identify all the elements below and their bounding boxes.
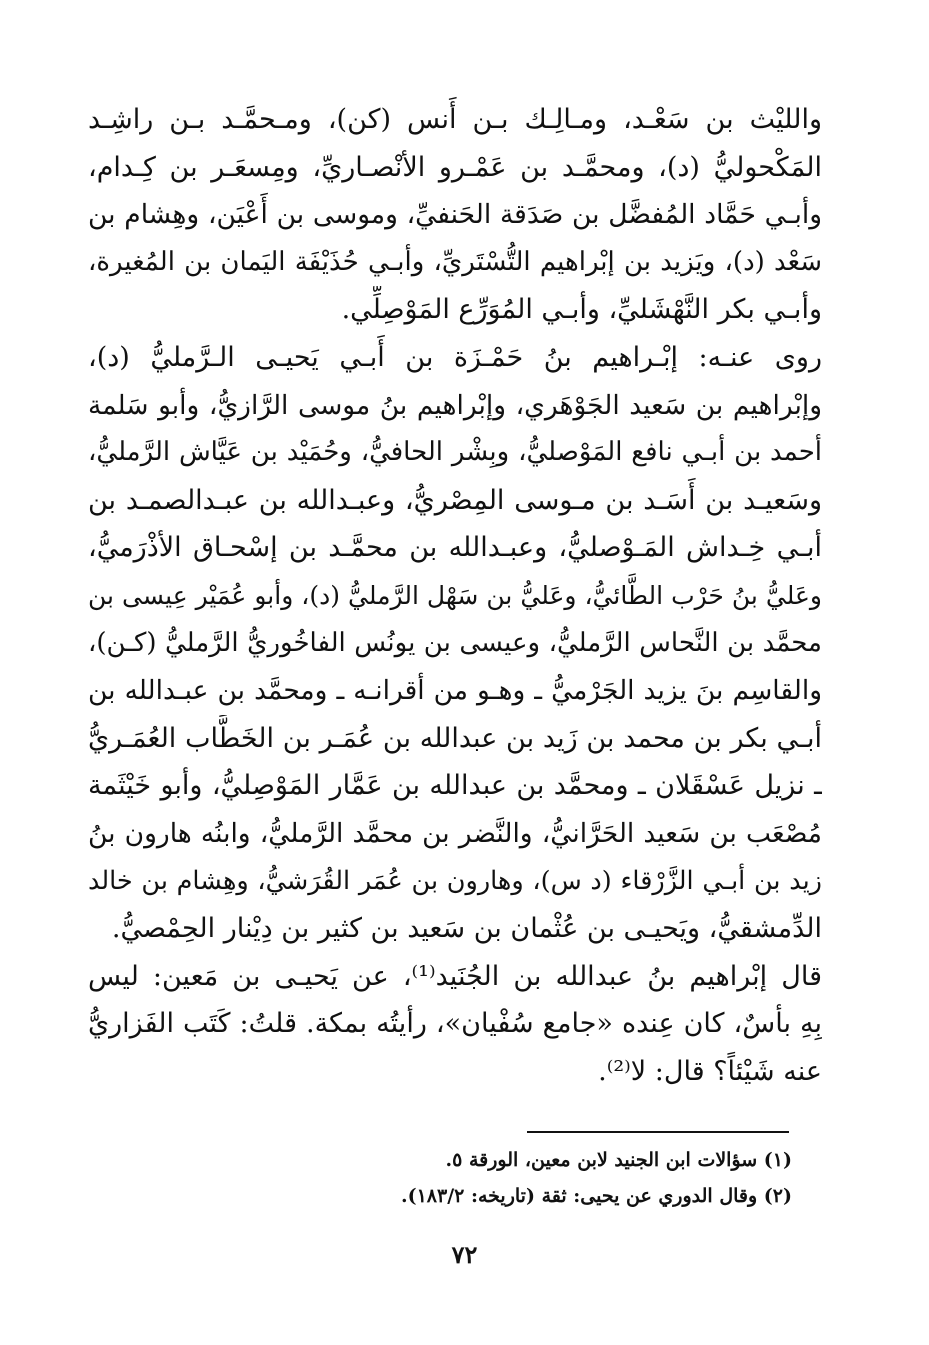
footnote: (١) سؤالات ابن الجنيد لابن معين، الورقة ٥.: [445, 1149, 792, 1171]
text-line: قال إبْراهيم بنُ عبدالله بن الجُنَيد⁽¹⁾، عن يَحيـى بن مَعين: ليس: [88, 960, 822, 992]
text-line: محمَّد بن النَّحاس الرَّمليُّ، وعيسى بن يونُس الفاخُوريُّ الرَّمليُّ (كـن)،: [88, 627, 822, 658]
text-line: بِهِ بأسٌ، كان عِنده «جامع سُفْيان»، رأيتُه بمكة. قلتُ: كَتَب الفَزاريُّ: [88, 1008, 822, 1040]
text-line: ـ نزيل عَسْقَلان ـ ومحمَّد بن عبدالله بن عَمَّار المَوْصِليُّ، وأبو خَيْثَمة: [88, 770, 822, 802]
text-line: عنه شَيْئاً؟ قال: لا⁽²⁾.: [598, 1055, 822, 1087]
text-line: الدِّمشقيُّ، ويَحيـى بن عُثْمان بن سَعيد بن كثير بن دِيْنار الحِمْصيُّ.: [111, 913, 822, 945]
text-line: أبـي بكر بن محمد بن زَيد بن عبدالله بن عُمَـر بن الخَطَّاب العُمَـريُّ: [88, 722, 822, 754]
text-line: وإبْراهيم بن سَعيد الجَوْهَري، وإبْراهيم بنُ موسى الرَّازيُّ، وأبو سَلمة: [88, 389, 822, 421]
text-line: أحمد بن أبـي نافع المَوْصليُّ، وبِشْر الحافيُّ، وحُمَيْد بن عَيَّاش الرَّمليُّ،: [88, 437, 822, 468]
text-line: وأبـي حَمَّاد المُفضَّل بن صَدَقة الحَنفيِّ، وموسى بن أَعْيَن، وهِشام بن: [88, 199, 822, 231]
text-line: المَكْحوليُّ (د)، ومحمَّـد بن عَمْـرو الأنْصـاريِّ، ومِسعَـر بن كِـدام،: [88, 151, 822, 183]
text-line: زيد بن أبـي الزَّرْقاء (د س)، وهارون بن عُمَر القُرَشيُّ، وهِشام بن خالد: [88, 865, 822, 896]
text-line: وأبـي بكر النَّهْشَليِّ، وأبـي المُوَرِّع المَوْصِلِّي.: [341, 294, 822, 326]
main-text: [88, 96, 822, 1095]
text-line: روى عنـه: إبْـراهيم بنُ حَمْـزَة بن أَبـي يَحيـى الـرَّمليُّ (د)،: [88, 341, 822, 373]
text-line: وسَعيـد بن أَسَـد بن مـوسى المِصْريُّ، وعبـدالله بن عبـدالصمـد بن: [88, 484, 822, 516]
text-line: سَعْد (د)، ويَزيد بن إبْراهيم التُّسْتَريِّ، وأبـي حُذَيْفَة اليَمان بن المُغيرة،: [88, 246, 822, 277]
text-line: وعَليُّ بنُ حَرْب الطَّائيُّ، وعَليُّ بن سَهْل الرَّمليُّ (د)، وأبو عُمَيْر عِيسى بن: [88, 580, 822, 610]
text-line: والقاسِم بنَ يزيد الجَرْميُّ ـ وهـو من أقرانـه ـ ومحمَّد بن عبـدالله بن: [88, 675, 822, 707]
footnote-divider: [527, 1131, 789, 1133]
text-line: والليْث بن سَعْـد، ومـالِـك بـن أَنس (كن)، ومـحمَّـد بـن راشِـد: [88, 104, 822, 135]
footnote: (٢) وقال الدوري عن يحيى: ثقة (تاريخه: ١٨٣/٢).: [400, 1185, 792, 1207]
footnotes: [300, 1142, 792, 1214]
text-line: مُصْعَب بن سَعيد الحَرَّانيُّ، والنَّضر بن محمَّد الرَّمليُّ، وابنُه هارون بنُ: [88, 817, 822, 849]
page-number: ٧٢: [451, 1240, 478, 1269]
text-line: أبـي خِـداش المَـوْصليُّ، وعبـدالله بن محمَّـد بن إسْحـاق الأذْرَميُّ،: [88, 532, 822, 564]
